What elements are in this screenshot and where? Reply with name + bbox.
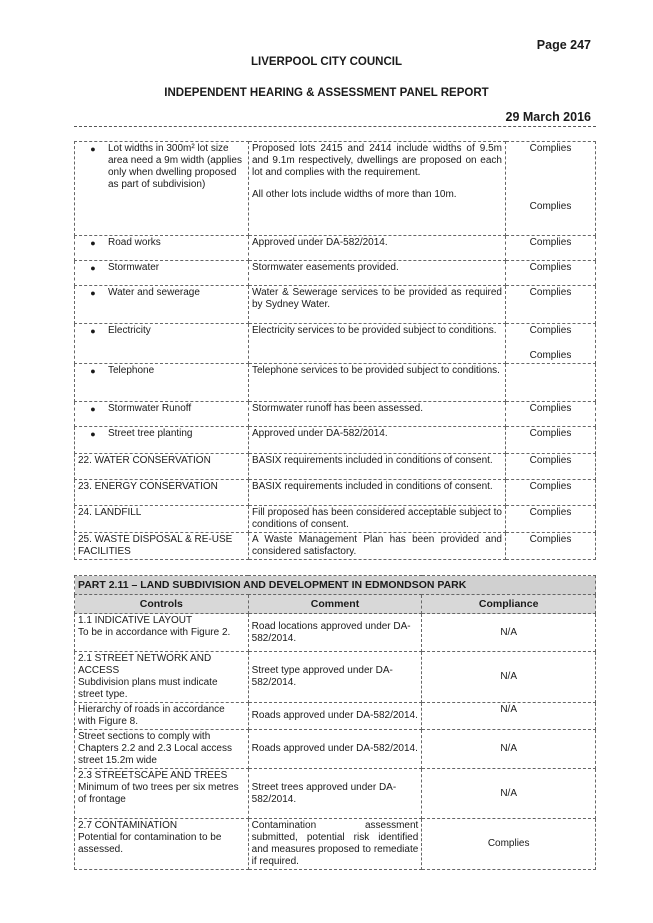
table-row: 22. WATER CONSERVATION BASIX requirements included in conditions of consent. Complies bbox=[75, 454, 596, 480]
table-row: 24. LANDFILL Fill proposed has been considered acceptable subject to conditions of consent. Complies bbox=[75, 506, 596, 533]
table-row: ● Street tree planting Approved under DA-582/2014. Complies bbox=[75, 427, 596, 454]
report-date: 29 March 2016 bbox=[505, 110, 591, 124]
table-row: 25. WASTE DISPOSAL & RE-USE FACILITIES A Waste Management Plan has been provided and considered satisfactory. Complies bbox=[75, 533, 596, 560]
header-rule bbox=[74, 126, 596, 127]
table-row: ● Stormwater Runoff Stormwater runoff has been assessed. Complies bbox=[75, 402, 596, 427]
bullet-icon: ● bbox=[90, 144, 96, 154]
controls-table-continued bbox=[74, 141, 596, 560]
column-header-row bbox=[75, 595, 596, 614]
table-row: 23. ENERGY CONSERVATION BASIX requirements included in conditions of consent. Complies bbox=[75, 480, 596, 506]
table-row: 2.1 STREET NETWORK AND ACCESS Subdivision plans must indicate street type. Street type approved under DA-582/2014. N/A bbox=[75, 652, 596, 703]
part-title: PART 2.11 – LAND SUBDIVISION AND DEVELOPMENT IN EDMONDSON PARK bbox=[75, 576, 596, 595]
comment-cell: Proposed lots 2415 and 2414 include widths of 9.5m and 9.1m respectively, dwellings are proposed on each lot and complies with the requirement. All other lots include widths of more than 10m. bbox=[249, 142, 506, 236]
compliance-header: Compliance bbox=[422, 595, 596, 614]
table-row: 1.1 INDICATIVE LAYOUT To be in accordance with Figure 2. Road locations approved under DA-582/2014. N/A bbox=[75, 614, 596, 652]
table-row: Street sections to comply with Chapters 2.2 and 2.3 Local access street 15.2m wide Roads approved under DA-582/2014. N/A bbox=[75, 730, 596, 769]
bullet-icon: ● bbox=[90, 238, 96, 248]
table-row: ● Electricity Electricity services to be provided subject to conditions. Complies Complies bbox=[75, 324, 596, 364]
edmondson-park-table bbox=[74, 575, 596, 870]
page-number: Page 247 bbox=[536, 38, 591, 52]
control-cell: ● Lot widths in 300m² lot size area need a 9m width (applies only when dwelling proposed as part of subdivision) bbox=[75, 142, 249, 236]
compliance-cell: Complies Complies bbox=[506, 324, 596, 364]
comment-header: Comment bbox=[248, 595, 422, 614]
bullet-icon: ● bbox=[90, 326, 96, 336]
table-row: ● Water and sewerage Water & Sewerage services to be provided as required by Sydney Water. Complies bbox=[75, 286, 596, 324]
table-row: ● Stormwater Stormwater easements provided. Complies bbox=[75, 261, 596, 286]
bullet-icon: ● bbox=[90, 429, 96, 439]
bullet-icon: ● bbox=[90, 263, 96, 273]
table-row: 2.7 CONTAMINATION Potential for contamination to be assessed. Contamination assessment submitted, potential risk identified and measures proposed to remediate if required. Complies bbox=[75, 819, 596, 870]
controls-header: Controls bbox=[75, 595, 249, 614]
bullet-icon: ● bbox=[90, 404, 96, 414]
table-row: 2.3 STREETSCAPE AND TREES Minimum of two trees per six metres of frontage Street trees approved under DA-582/2014. N/A bbox=[75, 769, 596, 819]
report-title: INDEPENDENT HEARING & ASSESSMENT PANEL REPORT bbox=[164, 87, 489, 99]
table-row: ● Road works Approved under DA-582/2014. Complies bbox=[75, 236, 596, 261]
table-row: Hierarchy of roads in accordance with Figure 8. Roads approved under DA-582/2014. N/A bbox=[75, 703, 596, 730]
bullet-icon: ● bbox=[90, 288, 96, 298]
table-row bbox=[75, 142, 596, 236]
compliance-cell: Complies Complies bbox=[506, 142, 596, 236]
part-header-row bbox=[75, 576, 596, 595]
table-row: ● Telephone Telephone services to be provided subject to conditions. bbox=[75, 364, 596, 402]
bullet-icon: ● bbox=[90, 366, 96, 376]
council-name: LIVERPOOL CITY COUNCIL bbox=[250, 56, 402, 68]
